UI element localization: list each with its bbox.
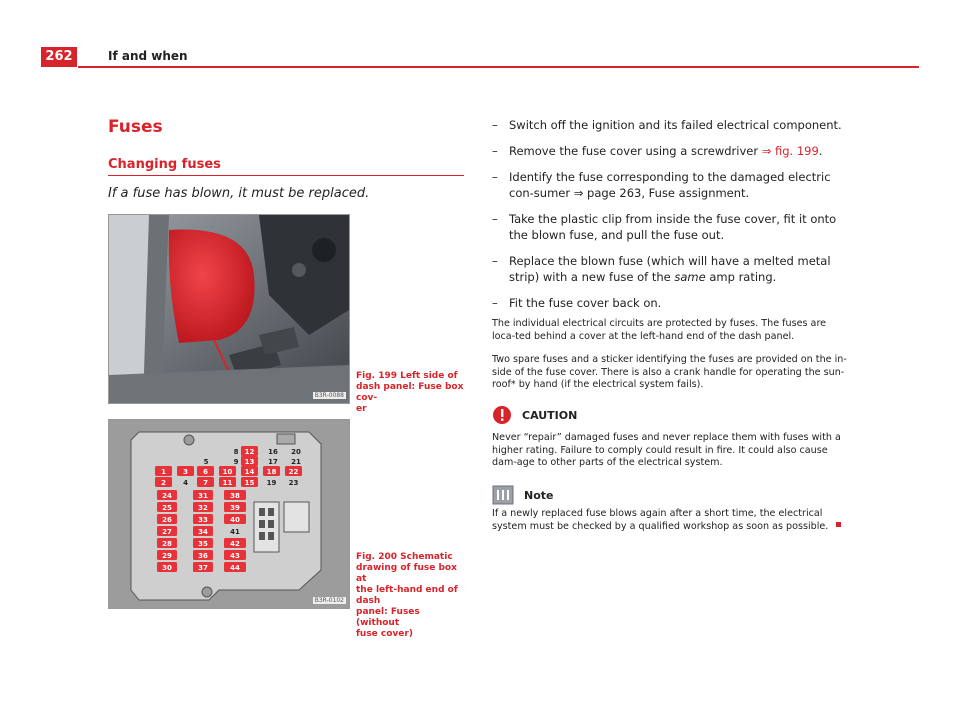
- fuse-slot-28: [157, 538, 177, 548]
- figure-200-caption: [356, 552, 464, 640]
- note-label: Note: [524, 488, 554, 502]
- fuse-slot-36: [193, 550, 213, 560]
- step-item: – Fit the fuse cover back on.: [492, 296, 662, 310]
- svg-text:15: 15: [244, 479, 255, 487]
- svg-text:31: 31: [198, 492, 208, 500]
- svg-text:1: 1: [161, 468, 166, 476]
- header-rule: [78, 66, 919, 68]
- svg-text:18: 18: [266, 468, 277, 476]
- section-end-marker: [836, 522, 841, 527]
- fuse-slot-27: [157, 526, 177, 536]
- figure-199-caption: [356, 371, 464, 415]
- svg-text:17: 17: [268, 458, 278, 466]
- svg-text:38: 38: [230, 492, 240, 500]
- section-title: Fuses: [108, 117, 163, 137]
- svg-text:33: 33: [198, 516, 208, 524]
- fuse-slot-18: [263, 466, 280, 476]
- svg-text:40: 40: [230, 516, 240, 524]
- svg-text:24: 24: [162, 492, 172, 500]
- caption-line: Fig. 200 Schematic: [356, 552, 453, 562]
- svg-text:36: 36: [198, 552, 208, 560]
- svg-text:12: 12: [244, 448, 255, 456]
- fuse-slot-8: [234, 448, 239, 456]
- step-item: – Identify the fuse corresponding to the damaged electric con-sumer ⇒ page 263, Fuse assignment.: [492, 170, 831, 200]
- caption-line: dash panel: Fuse box cov-: [356, 382, 464, 403]
- svg-text:43: 43: [230, 552, 240, 560]
- caption-line: fuse cover): [356, 629, 413, 639]
- note-heading: [492, 485, 553, 505]
- svg-text:26: 26: [162, 516, 172, 524]
- fuse-slot-37: [193, 562, 213, 572]
- svg-text:10: 10: [222, 468, 233, 476]
- fuse-slot-31: [193, 490, 213, 500]
- fuse-slot-26: [157, 514, 177, 524]
- fuse-slot-13: [241, 456, 258, 466]
- fuse-slot-7: [197, 477, 214, 487]
- fuse-slot-24: [157, 490, 177, 500]
- svg-text:28: 28: [162, 540, 172, 548]
- svg-text:37: 37: [198, 564, 208, 572]
- svg-text:9: 9: [233, 458, 239, 466]
- body-paragraph: The individual electrical circuits are protected by fuses. The fuses are loca-ted behind a cover at the left-hand end of the dash panel.: [492, 318, 827, 342]
- figure-reference-link[interactable]: ⇒ fig. 199: [761, 144, 819, 158]
- svg-text:13: 13: [244, 458, 255, 466]
- subtitle-rule: [108, 175, 464, 176]
- fuse-slot-4: [183, 479, 188, 487]
- svg-text:21: 21: [291, 458, 301, 466]
- fuse-slot-41: [230, 528, 240, 536]
- svg-text:7: 7: [203, 479, 208, 487]
- svg-text:35: 35: [198, 540, 208, 548]
- fuse-slot-16: [268, 448, 278, 456]
- svg-text:23: 23: [288, 479, 299, 487]
- exclamation-icon: [492, 405, 512, 425]
- fuse-slot-11: [219, 477, 236, 487]
- caption-line: drawing of fuse box at: [356, 563, 457, 584]
- svg-text:19: 19: [266, 479, 277, 487]
- fuse-slot-12: [241, 446, 258, 456]
- fuse-slot-17: [268, 458, 278, 466]
- caution-label: CAUTION: [522, 408, 578, 422]
- svg-text:34: 34: [198, 528, 208, 536]
- fuse-slot-21: [291, 458, 301, 466]
- caption-line: Fig. 199 Left side of: [356, 371, 458, 381]
- svg-text:11: 11: [222, 479, 233, 487]
- step-item: – Remove the fuse cover using a screwdriver ⇒ fig. 199.: [492, 144, 823, 158]
- instruction-steps: [492, 117, 852, 321]
- svg-text:25: 25: [162, 504, 172, 512]
- fuse-slot-19: [267, 479, 277, 487]
- fuse-slot-44: [224, 562, 246, 572]
- svg-text:29: 29: [162, 552, 172, 560]
- svg-text:44: 44: [230, 564, 240, 572]
- fuse-slot-32: [193, 502, 213, 512]
- step-item: – Replace the blown fuse (which will have a melted metal strip) with a new fuse of the same amp rating.: [492, 254, 831, 284]
- fuse-slot-23: [289, 479, 299, 487]
- step-item: – Take the plastic clip from inside the fuse cover, fit it onto the blown fuse, and pull the fuse out.: [492, 212, 837, 242]
- fuse-slot-35: [193, 538, 213, 548]
- caption-line: the left-hand end of dash: [356, 585, 458, 606]
- caption-line: er: [356, 404, 367, 414]
- figure-code: B3R-0088: [314, 392, 344, 399]
- caption-line: panel: Fuses (without: [356, 607, 420, 628]
- svg-text:14: 14: [244, 468, 255, 476]
- fuse-slot-30: [157, 562, 177, 572]
- figure-200-fuse-box-schematic: [108, 419, 350, 609]
- fuse-slot-9: [234, 458, 239, 466]
- svg-text:30: 30: [162, 564, 172, 572]
- note-text: If a newly replaced fuse blows again after a short time, the electrical system must be checked by a qualified workshop as soon as possible.: [492, 508, 829, 532]
- svg-text:22: 22: [288, 468, 299, 476]
- fuse-slot-2: [155, 477, 172, 487]
- fuse-slot-43: [224, 550, 246, 560]
- figure-code: B3R-0102: [314, 597, 344, 604]
- page-number: 262: [41, 47, 77, 67]
- fuse-slot-22: [285, 466, 302, 476]
- svg-text:5: 5: [203, 458, 209, 466]
- fuse-slot-10: [219, 466, 236, 476]
- body-paragraph: Two spare fuses and a sticker identifying the fuses are provided on the in-side of the fuse cover. There is also a crank handle for operating the sun-roof* by hand (if the electrical system fails).: [492, 354, 847, 390]
- svg-text:27: 27: [162, 528, 172, 536]
- fuse-slot-39: [224, 502, 246, 512]
- fuse-slot-25: [157, 502, 177, 512]
- svg-text:8: 8: [233, 448, 239, 456]
- fuse-slot-20: [291, 448, 301, 456]
- caution-text: Never “repair” damaged fuses and never replace them with fuses with a higher rating. Failure to comply could result in fire. It could also cause dam-age to other parts of the electrical system.: [492, 432, 841, 468]
- section-intro: If a fuse has blown, it must be replaced.: [108, 186, 370, 201]
- fuse-box-drawing: [109, 420, 349, 608]
- fuse-slot-5: [204, 458, 209, 466]
- fuse-slot-40: [224, 514, 246, 524]
- figure-199-dash-panel-photo: [108, 214, 350, 404]
- svg-text:6: 6: [203, 468, 208, 476]
- svg-text:3: 3: [183, 468, 188, 476]
- step-item: – Switch off the ignition and its failed electrical component.: [492, 118, 842, 132]
- fuse-slot-14: [241, 466, 258, 476]
- svg-text:2: 2: [161, 479, 166, 487]
- section-subtitle: Changing fuses: [108, 157, 221, 172]
- svg-text:41: 41: [230, 528, 240, 536]
- svg-text:16: 16: [268, 448, 278, 456]
- note-icon: [492, 485, 514, 505]
- svg-text:20: 20: [291, 448, 301, 456]
- fuse-slot-38: [224, 490, 246, 500]
- fuse-slot-15: [241, 477, 258, 487]
- svg-text:32: 32: [198, 504, 208, 512]
- caution-heading: [492, 405, 577, 425]
- fuse-slot-29: [157, 550, 177, 560]
- svg-text:42: 42: [230, 540, 240, 548]
- fuse-slot-1: [155, 466, 172, 476]
- fuse-slot-34: [193, 526, 213, 536]
- fuse-slot-3: [177, 466, 194, 476]
- fuse-slot-33: [193, 514, 213, 524]
- fuse-slot-42: [224, 538, 246, 548]
- fuse-slot-6: [197, 466, 214, 476]
- svg-text:4: 4: [183, 479, 188, 487]
- running-header-title: If and when: [108, 49, 188, 63]
- svg-text:39: 39: [230, 504, 240, 512]
